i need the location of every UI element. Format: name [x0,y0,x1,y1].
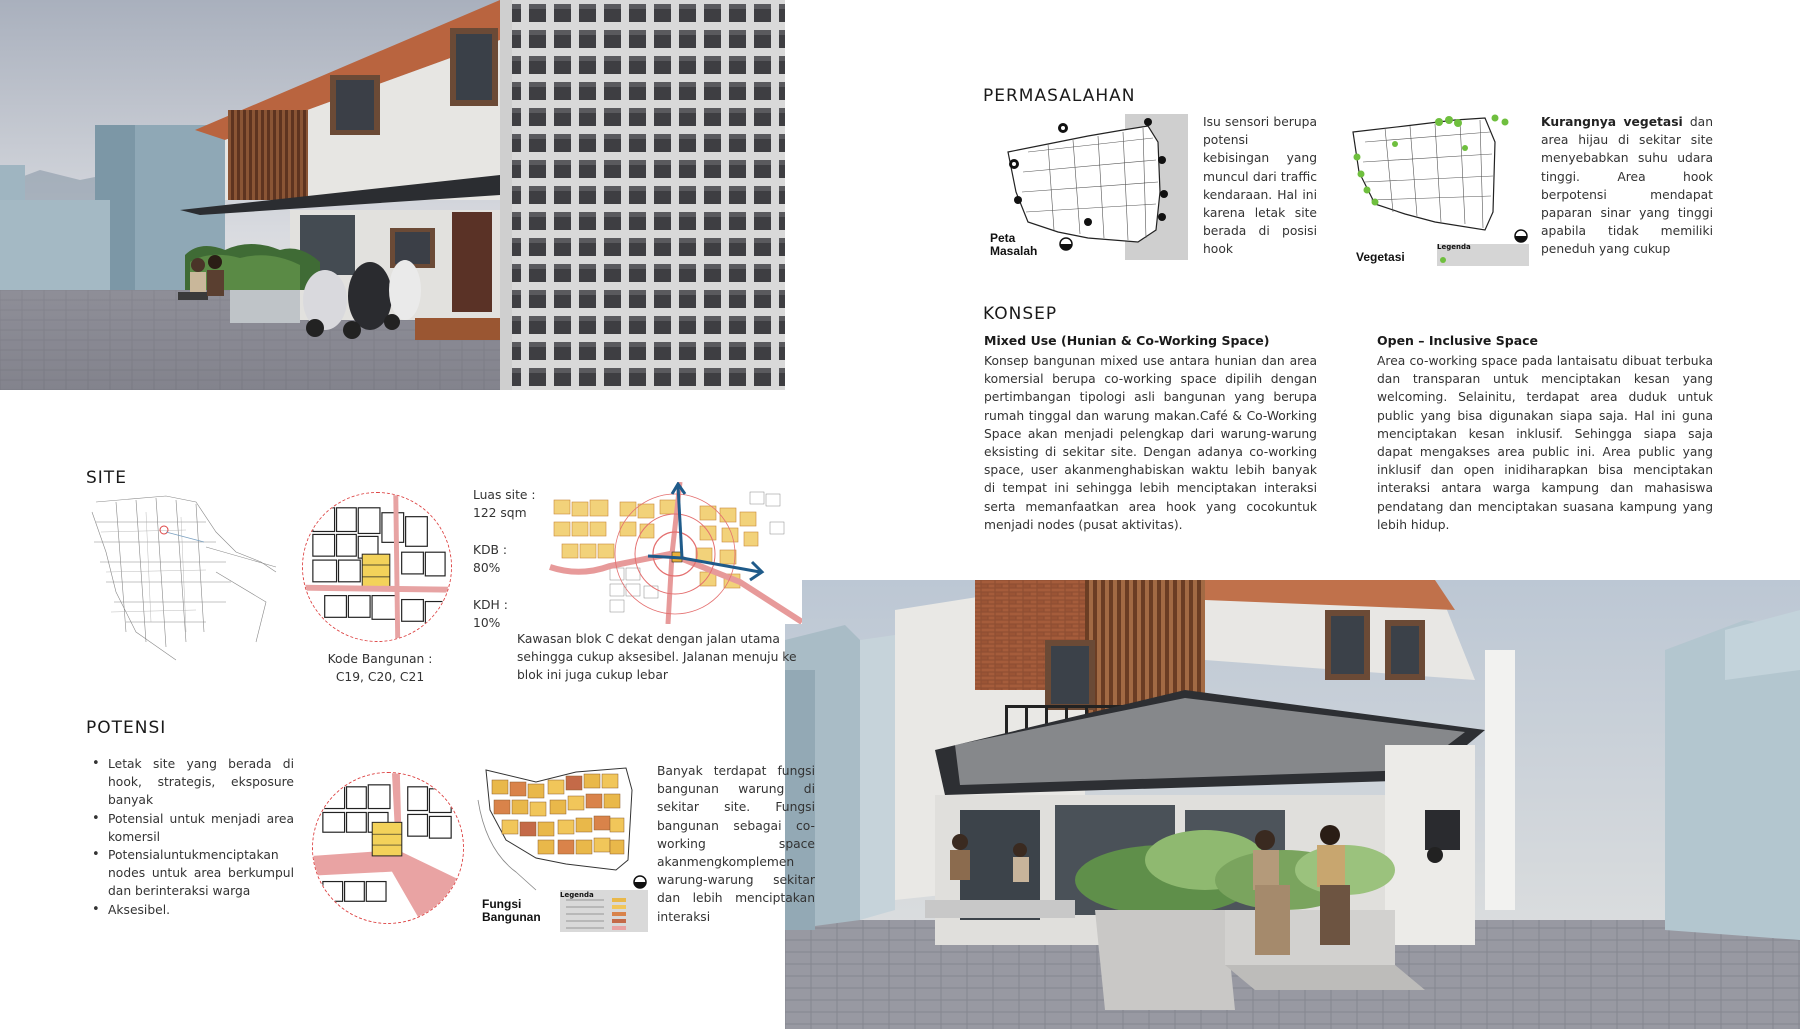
issue-vegetasi-text [1541,113,1713,259]
site-kdb-label: KDB : [473,543,508,557]
site-kdh-label: KDH : [473,598,508,612]
issue-sensori-text: Isu sensori berupa potensi kebisingan yang muncul dari traffic kendaraan. Hal ini karena letak site berada di posisi hook [1203,115,1317,257]
site-context-map [86,492,286,662]
site-access-map [540,482,802,624]
site-luas-label: Luas site : [473,488,536,502]
issue-vegetasi-rest: dan area hijau di sekitar site menyebabkan suhu udara tinggi. Area hook berpotensi mendapat paparan sinar yang tinggi apabila tidak memiliki peneduh yang cukup [1541,115,1713,257]
permasalahan-title: PERMASALAHAN [983,86,1136,106]
potensi-title: POTENSI [86,718,167,738]
vegetasi-label: Vegetasi [1356,250,1405,264]
site-kdb-value: 80% [473,561,501,575]
konsep-open-inclusive-text: Area co-working space pada lantaisatu dibuat terbuka dan transparan untuk menciptakan kesan yang welcoming. Selainitu, terdapat area duduk untuk public yang bisa digunakan siapa saja. Hal ini guna menciptakan kesan inklusif. Sehingga siapa saja dapat mengakses area public ini. Area public yang inklusif dan open inidiharapkan bisa menciptakan interaksi antara warga kampung dan mahasiswa pendatang dan menciptakan suasana kampung yang lebih hidup. [1377,354,1713,532]
kode-bangunan-label: Kode Bangunan : [327,652,433,666]
render-top-left [0,0,785,390]
peta-masalah-label: Peta Masalah [990,231,1038,258]
site-zoom-circle [302,492,452,642]
konsep-title: KONSEP [983,304,1058,324]
kode-bangunan-value: C19, C20, C21 [335,670,425,684]
potensi-zoom-circle [312,772,464,924]
potensi-list [88,755,294,919]
konsep-mixed-use-text: Konsep bangunan mixed use antara hunian dan area komersial berupa co-working space dipilih dengan pertimbangan tipologi asli bangunan yang berupa rumah tinggal dan warung makan.Café & Co-Working Space akan menjadi pelengkap dari warung-warung eksisting di sekitar site. Dengan adanya co-working space, user akanmenghabiskan waktu lebih banyak di tempat ini sehingga lebih menciptakan interaksi serta memanfaatkan area hook yang cocokuntuk menjadi nodes (pusat aktivitas). [984,354,1317,532]
site-title: SITE [86,468,127,488]
fungsi-bangunan-label: Fungsi Bangunan [482,897,541,924]
issue-vegetasi-bold: Kurangnya vegetasi [1541,115,1683,129]
konsep-open-inclusive-title: Open – Inclusive Space [1377,333,1539,348]
konsep-mixed-use-title: Mixed Use (Hunian & Co-Working Space) [984,333,1270,348]
list-item: • Aksesibel. [88,901,294,919]
kawasan-text: Kawasan blok C dekat dengan jalan utama sehingga cukup aksesibel. Jalanan menuju ke blok ini juga cukup lebar [517,632,797,683]
list-item: • Potensialuntukmenciptakan nodes untuk area berkumpul dan berinteraksi warga [88,846,294,901]
list-item: • Potensial untuk menjadi area komersil [88,810,294,846]
fungsi-legend-title: Legenda [560,891,594,899]
site-luas-value: 122 sqm [473,506,527,520]
fungsi-bangunan-text: Banyak terdapat fungsi bangunan warung di sekitar site. Fungsi bangunan sebagai co-working space akanmengkomplemen warung-warung sekitar dan lebih menciptakan interaksi [657,764,815,924]
list-item: • Letak site yang berada di hook, strategis, eksposure banyak [88,755,294,810]
vegetasi-legend-title: Legenda [1437,243,1471,251]
render-bottom-right [785,580,1800,1029]
site-kdh-value: 10% [473,616,501,630]
